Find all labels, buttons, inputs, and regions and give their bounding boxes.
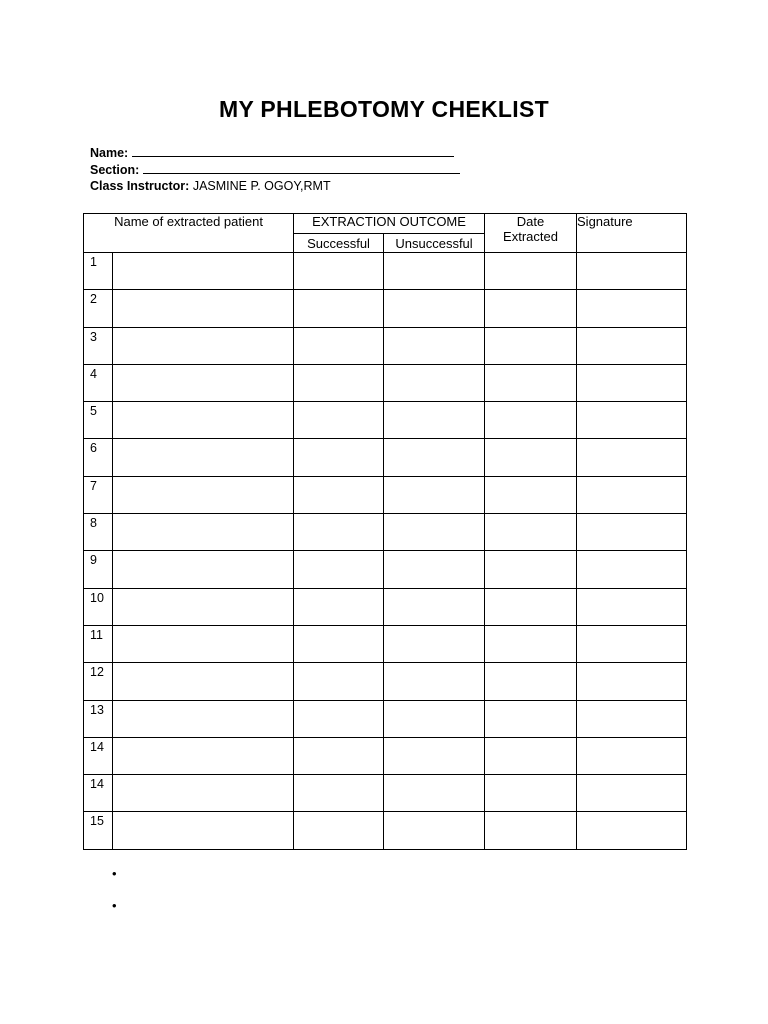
row-number: 15 — [84, 812, 113, 849]
successful-cell[interactable] — [294, 290, 384, 327]
unsuccessful-cell[interactable] — [384, 588, 485, 625]
unsuccessful-cell[interactable] — [384, 663, 485, 700]
header-successful: Successful — [294, 234, 384, 253]
signature-cell[interactable] — [577, 327, 687, 364]
row-number: 3 — [84, 327, 113, 364]
row-number: 5 — [84, 402, 113, 439]
header-unsuccessful: Unsuccessful — [384, 234, 485, 253]
patient-name-cell[interactable] — [113, 551, 294, 588]
unsuccessful-cell[interactable] — [384, 402, 485, 439]
date-extracted-cell[interactable] — [485, 737, 577, 774]
successful-cell[interactable] — [294, 737, 384, 774]
patient-name-cell[interactable] — [113, 700, 294, 737]
successful-cell[interactable] — [294, 700, 384, 737]
unsuccessful-cell[interactable] — [384, 290, 485, 327]
successful-cell[interactable] — [294, 588, 384, 625]
successful-cell[interactable] — [294, 514, 384, 551]
bullet-list — [112, 866, 117, 930]
table-row — [84, 439, 687, 476]
table-row — [84, 588, 687, 625]
section-field — [90, 161, 490, 179]
successful-cell[interactable] — [294, 775, 384, 812]
header-extraction-outcome: EXTRACTION OUTCOME — [294, 214, 485, 234]
table-row — [84, 775, 687, 812]
name-blank-line[interactable] — [132, 144, 454, 157]
date-extracted-cell[interactable] — [485, 663, 577, 700]
unsuccessful-cell[interactable] — [384, 700, 485, 737]
table-row — [84, 551, 687, 588]
date-extracted-cell[interactable] — [485, 290, 577, 327]
unsuccessful-cell[interactable] — [384, 476, 485, 513]
signature-cell[interactable] — [577, 476, 687, 513]
successful-cell[interactable] — [294, 439, 384, 476]
page-title: MY PHLEBOTOMY CHEKLIST — [219, 96, 549, 122]
header-date-line2: Extracted — [503, 229, 558, 244]
patient-name-cell[interactable] — [113, 775, 294, 812]
date-extracted-cell[interactable] — [485, 775, 577, 812]
patient-name-cell[interactable] — [113, 588, 294, 625]
signature-cell[interactable] — [577, 625, 687, 662]
successful-cell[interactable] — [294, 327, 384, 364]
checklist-table — [83, 213, 687, 850]
name-field — [90, 144, 490, 162]
unsuccessful-cell[interactable] — [384, 327, 485, 364]
patient-name-cell[interactable] — [113, 514, 294, 551]
patient-name-cell[interactable] — [113, 663, 294, 700]
header-date-line1: Date — [516, 214, 545, 229]
date-extracted-cell[interactable] — [485, 551, 577, 588]
bullet-item: • — [112, 898, 117, 913]
successful-cell[interactable] — [294, 364, 384, 401]
patient-name-cell[interactable] — [113, 439, 294, 476]
date-extracted-cell[interactable] — [485, 588, 577, 625]
signature-cell[interactable] — [577, 700, 687, 737]
instructor-field — [90, 178, 490, 195]
date-extracted-cell[interactable] — [485, 625, 577, 662]
header-signature: Signature — [577, 214, 687, 253]
table-row — [84, 737, 687, 774]
signature-cell[interactable] — [577, 290, 687, 327]
unsuccessful-cell[interactable] — [384, 439, 485, 476]
unsuccessful-cell[interactable] — [384, 625, 485, 662]
signature-cell[interactable] — [577, 551, 687, 588]
date-extracted-cell[interactable] — [485, 812, 577, 849]
row-number: 7 — [84, 476, 113, 513]
instructor-label: Class Instructor: — [90, 179, 190, 193]
table-row — [84, 812, 687, 849]
signature-cell[interactable] — [577, 439, 687, 476]
unsuccessful-cell[interactable] — [384, 514, 485, 551]
row-number: 4 — [84, 364, 113, 401]
patient-name-cell[interactable] — [113, 812, 294, 849]
patient-name-cell[interactable] — [113, 327, 294, 364]
row-number: 6 — [84, 439, 113, 476]
successful-cell[interactable] — [294, 476, 384, 513]
successful-cell[interactable] — [294, 253, 384, 290]
date-extracted-cell[interactable] — [485, 327, 577, 364]
date-extracted-cell[interactable] — [485, 439, 577, 476]
row-number: 12 — [84, 663, 113, 700]
signature-cell[interactable] — [577, 812, 687, 849]
successful-cell[interactable] — [294, 663, 384, 700]
date-extracted-cell[interactable] — [485, 476, 577, 513]
row-number: 2 — [84, 290, 113, 327]
name-label: Name: — [90, 146, 129, 160]
date-extracted-cell[interactable] — [485, 700, 577, 737]
table-row — [84, 253, 687, 290]
row-number: 11 — [84, 625, 113, 662]
patient-name-cell[interactable] — [113, 476, 294, 513]
date-extracted-cell[interactable] — [485, 364, 577, 401]
unsuccessful-cell[interactable] — [384, 551, 485, 588]
signature-cell[interactable] — [577, 775, 687, 812]
patient-name-cell[interactable] — [113, 290, 294, 327]
table-row — [84, 364, 687, 401]
row-number: 9 — [84, 551, 113, 588]
signature-cell[interactable] — [577, 588, 687, 625]
row-number: 8 — [84, 514, 113, 551]
signature-cell[interactable] — [577, 514, 687, 551]
instructor-value: JASMINE P. OGOY,RMT — [192, 179, 331, 193]
signature-cell[interactable] — [577, 253, 687, 290]
patient-name-cell[interactable] — [113, 364, 294, 401]
successful-cell[interactable] — [294, 625, 384, 662]
table-row — [84, 402, 687, 439]
successful-cell[interactable] — [294, 551, 384, 588]
table-row — [84, 327, 687, 364]
section-blank-line[interactable] — [143, 161, 460, 174]
table-row — [84, 290, 687, 327]
section-label: Section: — [90, 163, 140, 177]
signature-cell[interactable] — [577, 402, 687, 439]
unsuccessful-cell[interactable] — [384, 364, 485, 401]
successful-cell[interactable] — [294, 812, 384, 849]
checklist-rows — [84, 253, 687, 850]
date-extracted-cell[interactable] — [485, 402, 577, 439]
unsuccessful-cell[interactable] — [384, 737, 485, 774]
patient-name-cell[interactable] — [113, 402, 294, 439]
table-row — [84, 663, 687, 700]
signature-cell[interactable] — [577, 737, 687, 774]
unsuccessful-cell[interactable] — [384, 253, 485, 290]
date-extracted-cell[interactable] — [485, 514, 577, 551]
signature-cell[interactable] — [577, 364, 687, 401]
successful-cell[interactable] — [294, 402, 384, 439]
row-number: 1 — [84, 253, 113, 290]
row-number: 13 — [84, 700, 113, 737]
row-number: 14 — [84, 737, 113, 774]
bullet-item: • — [112, 866, 117, 881]
signature-cell[interactable] — [577, 663, 687, 700]
table-row — [84, 476, 687, 513]
row-number: 10 — [84, 588, 113, 625]
row-number: 14 — [84, 775, 113, 812]
patient-name-cell[interactable] — [113, 737, 294, 774]
date-extracted-cell[interactable] — [485, 253, 577, 290]
unsuccessful-cell[interactable] — [384, 775, 485, 812]
table-row — [84, 514, 687, 551]
table-row — [84, 700, 687, 737]
header-date-extracted — [485, 214, 577, 253]
patient-name-cell[interactable] — [113, 625, 294, 662]
patient-name-cell[interactable] — [113, 253, 294, 290]
unsuccessful-cell[interactable] — [384, 812, 485, 849]
header-patient-name: Name of extracted patient — [84, 214, 294, 253]
table-row — [84, 625, 687, 662]
